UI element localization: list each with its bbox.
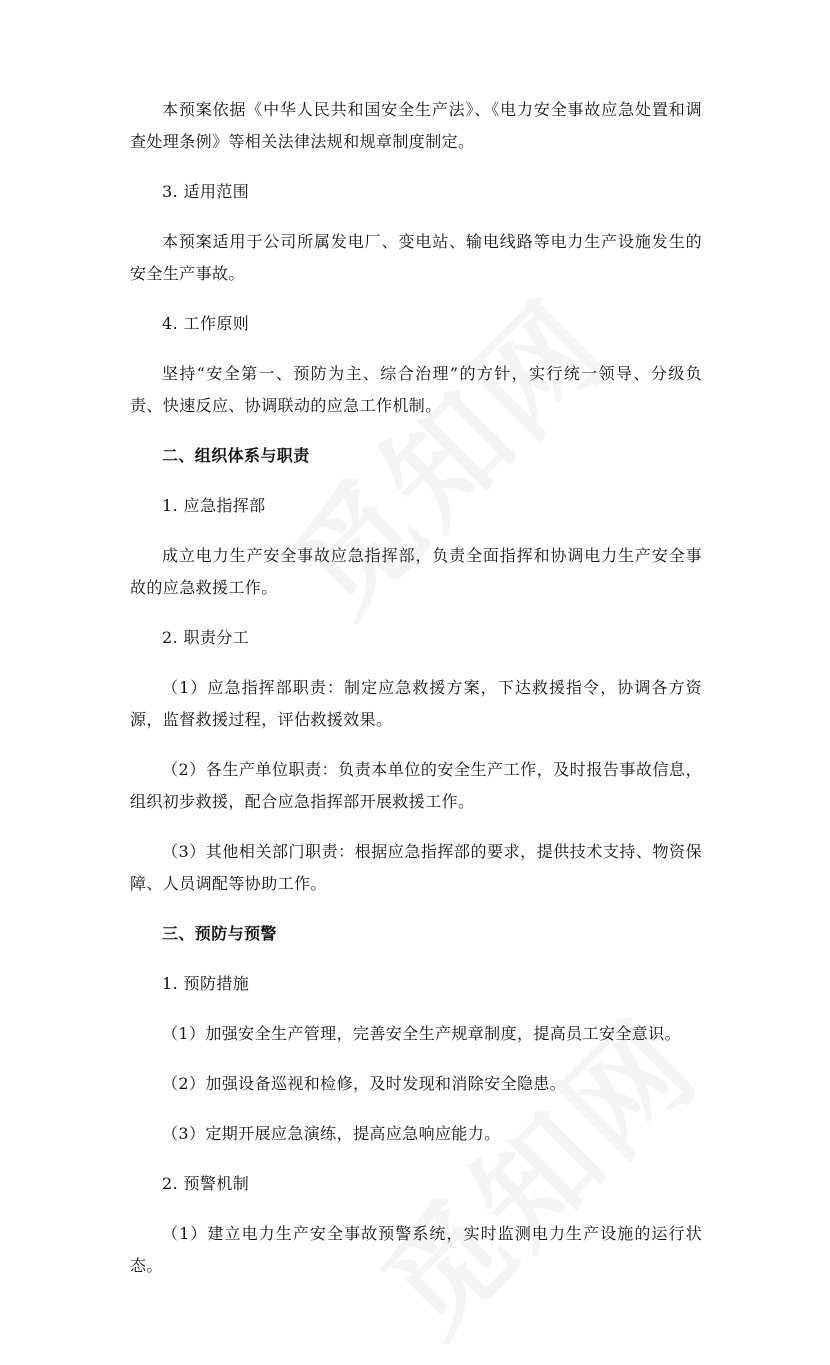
- subsection-title: 2. 职责分工: [162, 628, 250, 647]
- subsection-title: 1. 应急指挥部: [162, 496, 266, 515]
- paragraph: （1）应急指挥部职责：制定应急救援方案，下达救援指令，协调各方资源，监督救援过程，评估救援效果。: [130, 678, 702, 729]
- paragraph: （1）建立电力生产安全事故预警系统，实时监测电力生产设施的运行状态。: [130, 1224, 702, 1275]
- paragraph: 本预案依据《中华人民共和国安全生产法》、《电力安全事故应急处置和调查处理条例》等相关法律法规和规章制度制定。: [130, 100, 702, 151]
- paragraph: （3）定期开展应急演练，提高应急响应能力。: [162, 1124, 501, 1143]
- subsection-title: 2. 预警机制: [162, 1174, 250, 1193]
- paragraph: （1）加强安全生产管理，完善安全生产规章制度，提高员工安全意识。: [162, 1024, 681, 1043]
- paragraph: 成立电力生产安全事故应急指挥部，负责全面指挥和协调电力生产安全事故的应急救援工作。: [130, 546, 702, 597]
- section-heading: 三、预防与预警: [162, 924, 277, 943]
- subsection-title: 1. 预防措施: [162, 974, 250, 993]
- paragraph: 本预案适用于公司所属发电厂、变电站、输电线路等电力生产设施发生的安全生产事故。: [130, 232, 702, 283]
- paragraph: 坚持“安全第一、预防为主、综合治理”的方针，实行统一领导、分级负责、快速反应、协调联动的应急工作机制。: [130, 364, 702, 415]
- paragraph: （2）加强设备巡视和检修，及时发现和消除安全隐患。: [162, 1074, 567, 1093]
- subsection-title: 3. 适用范围: [162, 182, 250, 201]
- document-body: [130, 94, 702, 1300]
- paragraph: （3）其他相关部门职责：根据应急指挥部的要求，提供技术支持、物资保障、人员调配等协助工作。: [130, 842, 702, 893]
- subsection-title: 4. 工作原则: [162, 314, 250, 333]
- paragraph: （2）各生产单位职责：负责本单位的安全生产工作，及时报告事故信息，组织初步救援，配合应急指挥部开展救援工作。: [130, 760, 702, 811]
- section-heading: 二、组织体系与职责: [162, 446, 310, 465]
